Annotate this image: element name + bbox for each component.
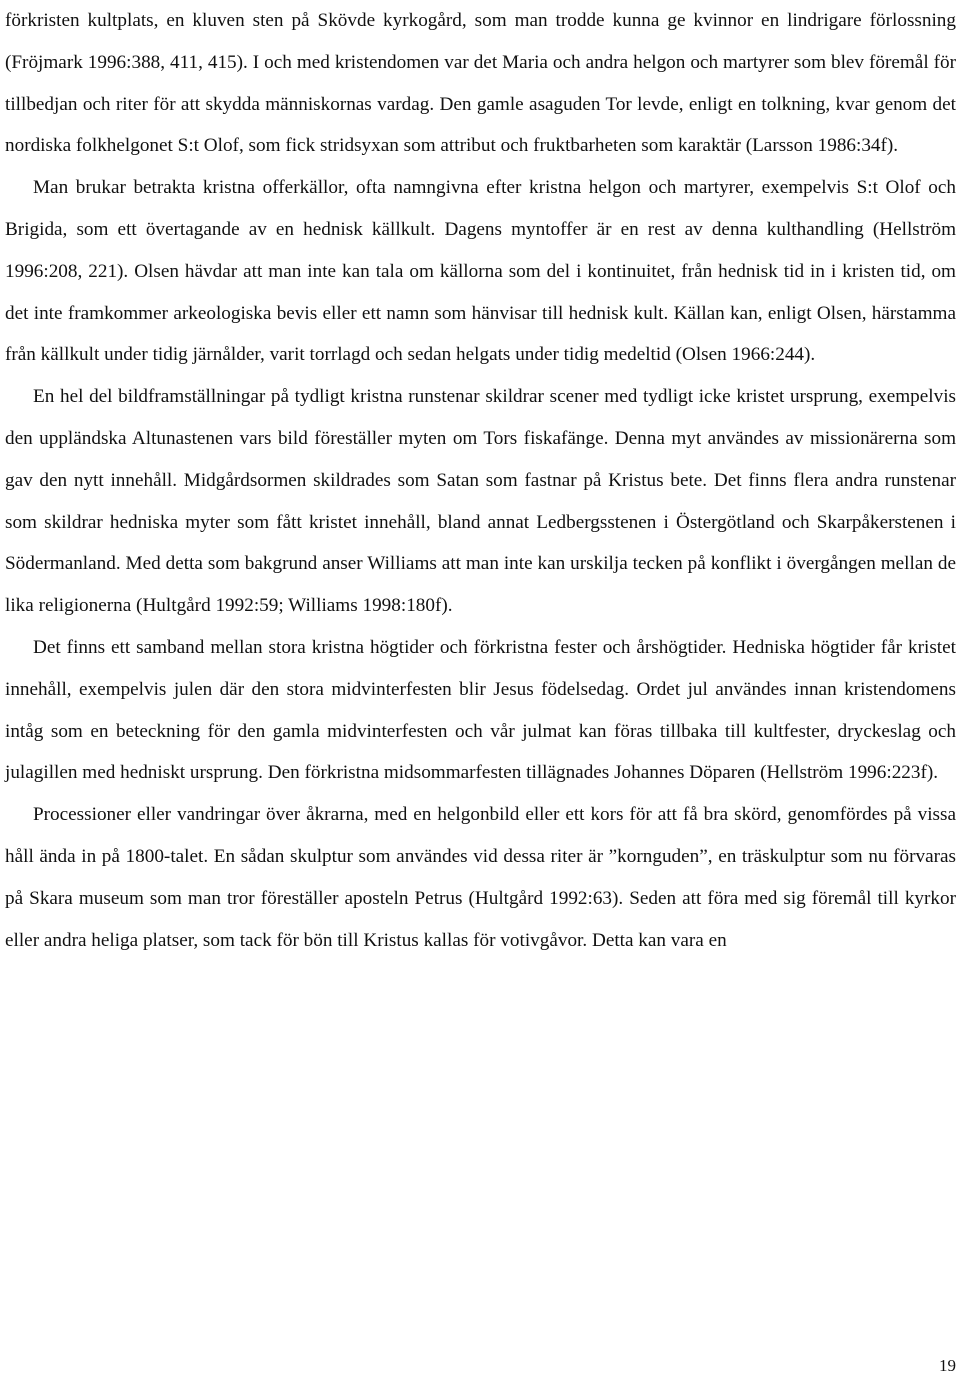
paragraph-2: Man brukar betrakta kristna offerkällor, ofta namngivna efter kristna helgon och martyrer, exempelvis S:t Olof och Brigida, som ett övertagande av en hednisk källkult. Dagens myntoffer är en rest av denna kulthandling (Hellström 1996:208, 221). Olsen hävdar att man inte kan tala om källorna som del i kontinuitet, från hednisk tid in i kristen tid, om det inte framkommer arkeologiska bevis eller ett namn som hänvisar till hednisk kult. Källan kan, enligt Olsen, härstamma från källkult under tidig järnålder, varit torrlagd och sedan helgats under tidig medeltid (Olsen 1966:244). — [5, 177, 956, 366]
page-number: 19 — [939, 1356, 956, 1375]
paragraph-3: En hel del bildframställningar på tydligt kristna runstenar skildrar scener med tydligt icke kristet ursprung, exempelvis den uppländska Altunastenen vars bild föreställer myten om Tors fiskafänge. Denna myt användes av missionärerna som gav den nytt innehåll. Midgårdsormen skildrades som Satan som fastnar på Kristus bete. Det finns flera andra runstenar som skildrar hedniska myter som fått kristet innehåll, bland annat Ledbergsstenen i Östergötland och Skarpåkerstenen i Södermanland. Med detta som bakgrund anser Williams att man inte kan urskilja tecken på konflikt i övergången mellan de lika religionerna (Hultgård 1992:59; Williams 1998:180f). — [5, 386, 956, 617]
paragraph-4: Det finns ett samband mellan stora kristna högtider och förkristna fester och årshögtider. Hedniska högtider får kristet innehåll, exempelvis julen där den stora midvinterfesten blir Jesus födelsedag. Ordet jul användes innan kristendomens intåg som en beteckning för den gamla midvinterfesten och vår julmat kan föras tillbaka till kultfester, dryckeslag och julagillen med hedniskt ursprung. Den förkristna midsommarfesten tillägnades Johannes Döparen (Hellström 1996:223f). — [5, 636, 956, 784]
document-body — [5, 0, 956, 961]
paragraph-5: Processioner eller vandringar över åkrarna, med en helgonbild eller ett kors för att få bra skörd, genomfördes på vissa håll ända in på 1800-talet. En sådan skulptur som användes vid dessa riter är ”kornguden”, en träskulptur som nu förvaras på Skara museum som man tror föreställer aposteln Petrus (Hultgård 1992:63). Seden att föra med sig föremål till kyrkor eller andra heliga platser, som tack för bön till Kristus kallas för votivgåvor. Detta kan vara en — [5, 804, 956, 951]
paragraph-1: förkristen kultplats, en kluven sten på Skövde kyrkogård, som man trodde kunna ge kvinnor en lindrigare förlossning (Fröjmark 1996:388, 411, 415). I och med kristendomen var det Maria och andra helgon och martyrer som blev föremål för tillbedjan och riter för att skydda människornas vardag. Den gamle asaguden Tor levde, enligt en tolkning, kvar genom det nordiska folkhelgonet S:t Olof, som fick stridsyxan som attribut och fruktbarheten som karaktär (Larsson 1986:34f). — [5, 10, 956, 157]
